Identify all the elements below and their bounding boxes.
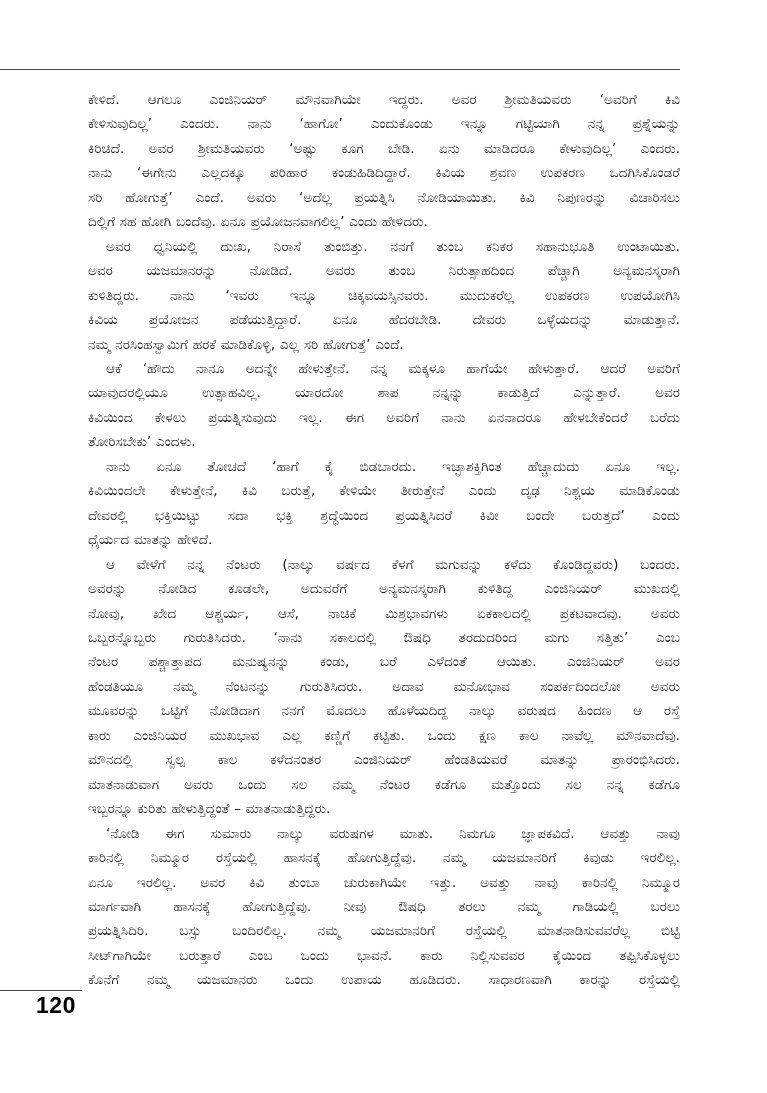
text-line: ಕಾರು ಎಂಜಿನಿಯರ ಮುಖಭಾವ ಎಲ್ಲ ಕಣ್ಣಿಗೆ ಕಟ್ಟಿತು. ಒಂದು ಕ್ಷಣ ಕಾಲ ನಾವೆಲ್ಲ ಮೌನವಾದೆವು. bbox=[88, 727, 680, 744]
paragraph bbox=[88, 455, 680, 553]
text-line: ನಾನು ಏನೂ ತೋಚದೆ ‘ಹಾಗೆ ಕೈ ಬಿಡಬಾರದು. ಇಚ್ಛಾಶಕ್ತಿಗಿಂತ ಹೆಚ್ಚಾದುದು ಏನೂ ಇಲ್ಲ. bbox=[106, 458, 680, 475]
paragraph bbox=[88, 553, 680, 822]
text-line: ಅವರನ್ನು ನೋಡಿದ ಕೂಡಲೇ, ಅದುವರೆಗೆ ಅನ್ಯಮನಸ್ಕರಾಗಿ ಕುಳಿತಿದ್ದ ಎಂಜಿನಿಯರ್ ಮುಖದಲ್ಲಿ bbox=[88, 581, 680, 598]
page-body bbox=[88, 88, 680, 993]
text-line: ಕಾರಿನಲ್ಲಿ ನಿಮ್ಮೂರ ರಸ್ತೆಯಲ್ಲಿ ಹಾಸನಕ್ಕೆ ಹೋಗುತ್ತಿದ್ದೆವು. ನಮ್ಮ ಯಜಮಾನರಿಗೆ ಕಿವುಡು ಇರಲಿಲ್ಲ. bbox=[88, 850, 680, 867]
text-line: ಆ ವೇಳೆಗೆ ನನ್ನ ನೆಂಟರು (ನಾಲ್ಕು ವರ್ಷದ ಕೆಳಗೆ ಮಗುವನ್ನು ಕಳೆದು ಕೊಂಡಿದ್ದವರು) ಬಂದರು. bbox=[106, 556, 680, 573]
text-line: ತೋರಿಸಬೇಕು’ ಎಂದಳು. bbox=[88, 434, 196, 451]
text-line: ಧೈರ್ಯದ ಮಾತನ್ನು ಹೇಳಿದೆ. bbox=[88, 532, 213, 549]
text-line: ಮೂವರನ್ನು ಒಟ್ಟಿಗೆ ನೋಡಿದಾಗ ನನಗೆ ಮೊದಲು ಹೊಳೆಯದಿದ್ದ ನಾಲ್ಕು ವರುಷದ ಹಿಂದಣ ಆ ರಸ್ತೆ bbox=[88, 703, 680, 720]
text-line: ಕೊನೆಗೆ ನಮ್ಮ ಯಜಮಾನರು ಒಂದು ಉಪಾಯ ಹೂಡಿದರು. ಸಾಧಾರಣವಾಗಿ ಕಾರನ್ನು ರಸ್ತೆಯಲ್ಲಿ bbox=[88, 972, 680, 989]
text-line: ಕೇಳಿಸುವುದಿಲ್ಲ’ ಎಂದರು. ನಾನು ‘ಹಾಗೋ’ ಎಂದುಕೊಂಡು ಇನ್ನೂ ಗಟ್ಟಿಯಾಗಿ ನನ್ನ ಪ್ರಶ್ನೆಯನ್ನು bbox=[88, 116, 680, 133]
text-line: ಇಬ್ಬರನ್ನೂ ಕುರಿತು ಹೇಳುತ್ತಿದ್ದಂತೆ – ಮಾತನಾಡುತ್ತಿದ್ದರು. bbox=[88, 801, 331, 818]
text-line: ಅವರ ಯಜಮಾನರನ್ನು ನೋಡಿದೆ. ಅವರು ತುಂಬ ನಿರುತ್ಸಾಹದಿಂದ ಪೆಚ್ಚಾಗಿ ಅನ್ಯಮನಸ್ಕರಾಗಿ bbox=[88, 263, 680, 280]
text-line: ನೋವು, ಖೇದ ಆಶ್ಚರ್ಯ, ಆಸೆ, ನಾಚಿಕೆ ಮಿಶ್ರಭಾವಗಳು ಏಕಕಾಲದಲ್ಲಿ ಪ್ರಕಟವಾದವು. ಅವರು bbox=[88, 605, 680, 622]
text-line: ಏನೂ ಇರಲಿಲ್ಲ. ಅವರ ಕಿವಿ ತುಂಬಾ ಚುರುಕಾಗಿಯೇ ಇತ್ತು. ಅವತ್ತು ನಾವು ಕಾರಿನಲ್ಲಿ ನಿಮ್ಮೂರ bbox=[88, 874, 680, 891]
text-line: ‘ನೋಡಿ ಈಗ ಸುಮಾರು ನಾಲ್ಕು ವರುಷಗಳ ಮಾತು. ನಿಮಗೂ ಜ್ಞಾಪಕವಿದೆ. ಆವತ್ತು ನಾವು bbox=[106, 825, 680, 842]
text-line: ಕಿವಿಯಿಂದ ಕೇಳಲು ಪ್ರಯತ್ನಿಸುವುದು ಇಲ್ಲ. ಈಗ ಅವರಿಗೆ ನಾನು ಏನನಾದರೂ ಹೇಳಬೇಕೆಂದರೆ ಬರೆದು bbox=[88, 409, 680, 426]
text-line: ಸೀಟ್‌ಗಾಗಿಯೇ ಬರುತ್ತಾರೆ ಎಂಬ ಒಂದು ಭಾವನೆ. ಕಾರು ನಿಲ್ಲಿಸುವವರ ಕೈಯಿಂದ ತಪ್ಪಿಸಿಕೊಳ್ಳಲು bbox=[88, 947, 680, 964]
text-line: ಒಬ್ಬರನ್ನೊಬ್ಬರು ಗುರುತಿಸಿದರು. ‘ನಾನು ಸಕಾಲದಲ್ಲಿ ಔಷಧಿ ತರದುದರಿಂದ ಮಗು ಸತ್ತಿತು’ ಎಂಬ bbox=[88, 629, 680, 646]
text-line: ಅವರ ಧ್ವನಿಯಲ್ಲಿ ದುಃಖ, ನಿರಾಸೆ ತುಂಬಿತ್ತು. ನನಗೆ ತುಂಬ ಕನಿಕರ ಸಹಾನುಭೂತಿ ಉಂಟಾಯಿತು. bbox=[106, 238, 680, 255]
paragraph bbox=[88, 88, 680, 235]
text-line: ಕಿವಿಯಿಂದಲೇ ಕೇಳುತ್ತೇನೆ, ಕಿವಿ ಬರುತ್ತೆ, ಕೇಳಿಯೇ ತೀರುತ್ತೇನೆ ಎಂದು ದೃಢ ನಿಶ್ಚಯ ಮಾಡಿಕೊಂಡು bbox=[88, 483, 680, 500]
text-line: ಕಿರಿಚಿದೆ. ಅವರ ಶ್ರೀಮತಿಯವರು ‘ಅಷ್ಟು ಕೂಗ ಬೇಡಿ. ಏನು ಮಾಡಿದರೂ ಕೇಳುವುದಿಲ್ಲ’ ಎಂದರು. bbox=[88, 140, 680, 157]
text-line: ಮೌನದಲ್ಲಿ ಸ್ವಲ್ಪ ಕಾಲ ಕಳೆದನಂತರ ಎಂಜಿನಿಯರ್ ಹೆಂಡತಿಯವರೆ ಮಾತನ್ನು ಪ್ರಾರಂಭಿಸಿದರು. bbox=[88, 752, 680, 769]
text-line: ಕಿವಿಯ ಪ್ರಯೋಜನ ಪಡೆಯುತ್ತಿದ್ದಾರೆ. ಏನೂ ಹೆದರಬೇಡಿ. ದೇವರು ಒಳ್ಳೆಯದನ್ನು ಮಾಡುತ್ತಾನೆ. bbox=[88, 312, 680, 329]
text-line: ಕುಳಿತಿದ್ದರು. ನಾನು ‘ಇವರು ಇನ್ನೂ ಚಿಕ್ಕವಯಸ್ಸಿನವರು. ಮುದುಕರೆಲ್ಲ ಉಪಕರಣ ಉಪಯೋಗಿಸಿ bbox=[88, 287, 680, 304]
text-line: ನಮ್ಮ ನರಸಿಂಹಸ್ವಾಮಿಗೆ ಹರಕೆ ಮಾಡಿಕೊಳ್ಳಿ, ಎಲ್ಲ ಸರಿ ಹೋಗುತ್ತೆ’ ಎಂದೆ. bbox=[88, 336, 404, 353]
text-line: ಸರಿ ಹೋಗುತ್ತೆ’ ಎಂದೆ. ಅವರು ‘ಅದೆಲ್ಲ ಪ್ರಯತ್ನಿಸಿ ನೋಡಿಯಾಯಿತು. ಕಿವಿ ನಿಪುಣರನ್ನು ವಿಚಾರಿಸಲು bbox=[88, 189, 680, 206]
text-line: ಕೇಳಿದೆ. ಆಗಲೂ ಎಂಜಿನಿಯರ್ ಮೌನವಾಗಿಯೇ ಇದ್ದರು. ಅವರ ಶ್ರೀಮತಿಯವರು ‘ಅವರಿಗೆ ಕಿವಿ bbox=[88, 92, 680, 108]
page-number: 120 bbox=[36, 992, 76, 1018]
text-line: ಹೆಂಡತಿಯೂ ನಮ್ಮ ನೆಂಟನನ್ನು ಗುರುತಿಸಿದರು. ಅದಾವ ಮನೋಭಾವ ಸಂಪರ್ಕದಿಂದಲೋ ಅವರು bbox=[88, 678, 680, 695]
paragraph bbox=[88, 357, 680, 455]
paragraph bbox=[88, 822, 680, 993]
header-rule bbox=[0, 69, 680, 70]
text-line: ಪ್ರಯತ್ನಿಸಿದಿರಿ. ಬಸ್ಸು ಬಂದಿರಲಿಲ್ಲ. ನಮ್ಮ ಯಜಮಾನರಿಗೆ ರಸ್ತೆಯಲ್ಲಿ ಮಾತನಾಡಿಸುವವರೆಲ್ಲ ಬಿಟ್ಟಿ bbox=[88, 923, 680, 940]
text-line: ನಾನು ‘ಈಗೇನು ಎಲ್ಲದಕ್ಕೂ ಪರಿಹಾರ ಕಂಡುಹಿಡಿದಿದ್ದಾರೆ. ಕಿವಿಯ ಶ್ರವಣ ಉಪಕರಣ ಒದಗಿಸಿಕೊಂಡರೆ bbox=[88, 165, 680, 182]
text-line: ಮಾತನಾಡುವಾಗ ಅವರು ಒಂದು ಸಲ ನಮ್ಮ ನೆಂಟರ ಕಡೆಗೂ ಮತ್ತೊಂದು ಸಲ ನನ್ನ ಕಡೆಗೂ bbox=[88, 776, 680, 793]
text-line: ದಿಲ್ಲಿಗೆ ಸಹ ಹೋಗಿ ಬಂದೆವು. ಏನೂ ಪ್ರಯೋಜನವಾಗಲಿಲ್ಲ’ ಎಂದು ಹೇಳಿದರು. bbox=[88, 214, 428, 231]
footer-rule bbox=[0, 990, 82, 991]
paragraph bbox=[88, 235, 680, 357]
text-line: ಮಾರ್ಗವಾಗಿ ಹಾಸನಕ್ಕೆ ಹೋಗುತ್ತಿದ್ದೆವು. ನೀವು ಔಷಧಿ ತರಲು ನಮ್ಮ ಗಾಡಿಯಲ್ಲಿ ಬರಲು bbox=[88, 898, 680, 915]
text-line: ದೇವರಲ್ಲಿ ಭಕ್ತಿಯಿಟ್ಟು ಸದಾ ಭಕ್ತಿ ಶ್ರದ್ಧೆಯಿಂದ ಪ್ರಯತ್ನಿಸಿದರೆ ಕಿವೀ ಬಂದೇ ಬರುತ್ತದೆ’ ಎಂದು bbox=[88, 507, 680, 524]
text-line: ಯಾವುದರಲ್ಲಿಯೂ ಉತ್ಸಾಹವಿಲ್ಲ. ಯಾರದೋ ಶಾಪ ನನ್ನನ್ನು ಕಾಡುತ್ತಿದೆ ಎನ್ನುತ್ತಾರೆ. ಅವರ bbox=[88, 385, 680, 402]
text-line: ಆಕೆ ‘ಹೌದು ನಾನೂ ಅದನ್ನೇ ಹೇಳುತ್ತೇನೆ. ನನ್ನ ಮಕ್ಕಳೂ ಹಾಗೆಯೇ ಹೇಳುತ್ತಾರೆ. ಆದರೆ ಅವರಿಗೆ bbox=[106, 360, 680, 377]
text-line: ನೆಂಟರ ಪಶ್ಚಾತ್ತಾಪದ ಮನುಷ್ಯನನ್ನು ಕಂಡು, ಬರೆ ಎಳೆದಂತೆ ಆಯಿತು. ಎಂಜಿನಿಯರ್ ಅವರ bbox=[88, 654, 680, 671]
